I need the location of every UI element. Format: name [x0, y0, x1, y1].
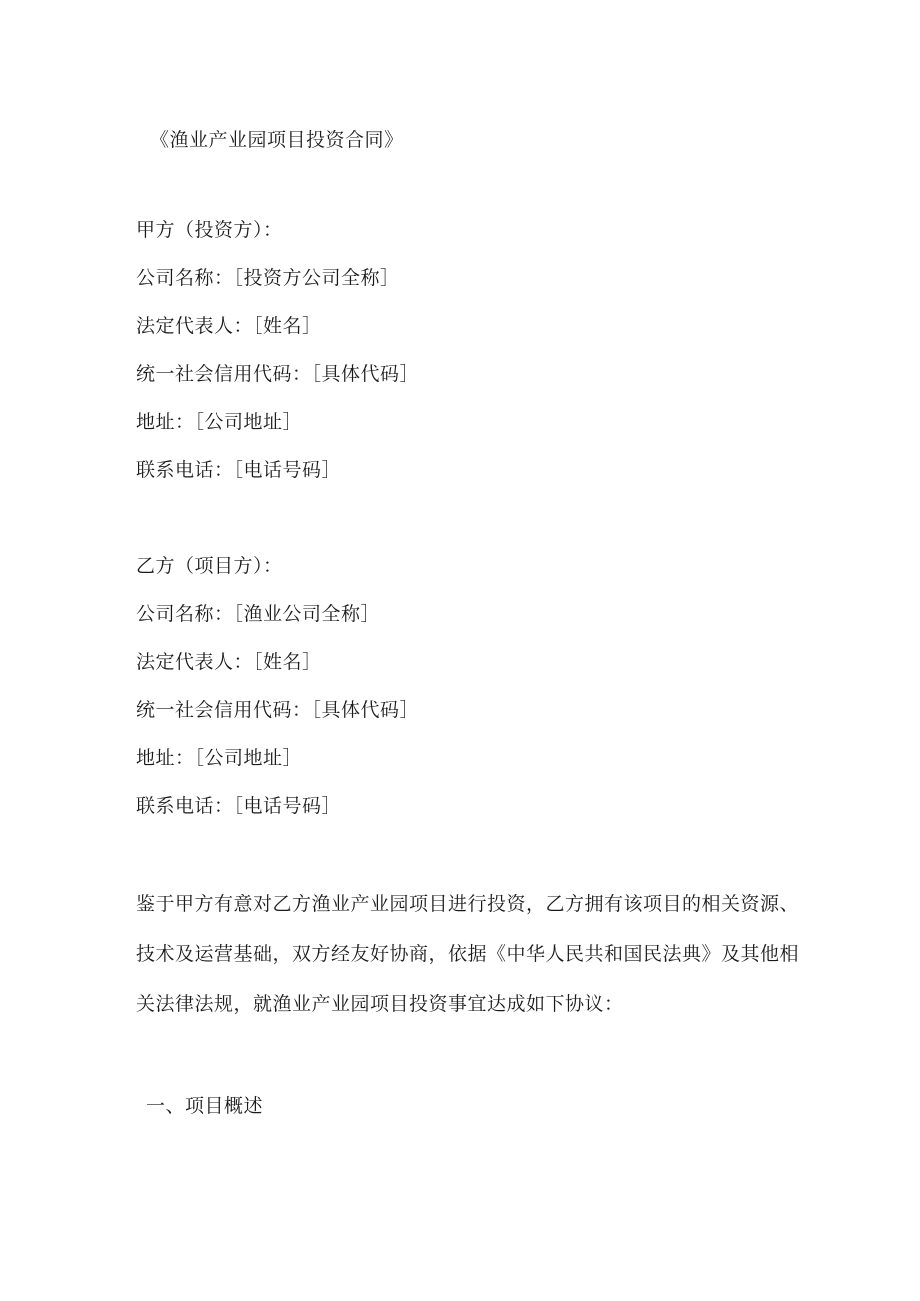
party-b-heading: 乙方（项目方）： — [136, 555, 283, 577]
party-a-heading: 甲方（投资方）： — [136, 219, 283, 241]
preamble-line: 关法律法规，就渔业产业园项目投资事宜达成如下协议： — [136, 993, 624, 1015]
party-b-company: 公司名称：［渔业公司全称］ — [136, 603, 381, 625]
section-heading: 一、项目概述 — [146, 1095, 264, 1117]
party-b-phone: 联系电话：［电话号码］ — [136, 795, 342, 817]
party-a-company: 公司名称：［投资方公司全称］ — [136, 267, 400, 289]
party-a-address: 地址：［公司地址］ — [136, 411, 303, 433]
party-b-representative: 法定代表人：［姓名］ — [136, 651, 322, 673]
party-b-credit-code: 统一社会信用代码：［具体代码］ — [136, 699, 420, 721]
preamble-line: 技术及运营基础，双方经友好协商，依据《中华人民共和国民法典》及其他相 — [136, 943, 800, 965]
party-a-phone: 联系电话：［电话号码］ — [136, 459, 342, 481]
preamble-line: 鉴于甲方有意对乙方渔业产业园项目进行投资，乙方拥有该项目的相关资源、 — [136, 893, 800, 915]
party-a-credit-code: 统一社会信用代码：［具体代码］ — [136, 363, 420, 385]
document-title: 《渔业产业园项目投资合同》 — [150, 129, 404, 151]
party-b-address: 地址：［公司地址］ — [136, 747, 303, 769]
party-a-representative: 法定代表人：［姓名］ — [136, 315, 322, 337]
